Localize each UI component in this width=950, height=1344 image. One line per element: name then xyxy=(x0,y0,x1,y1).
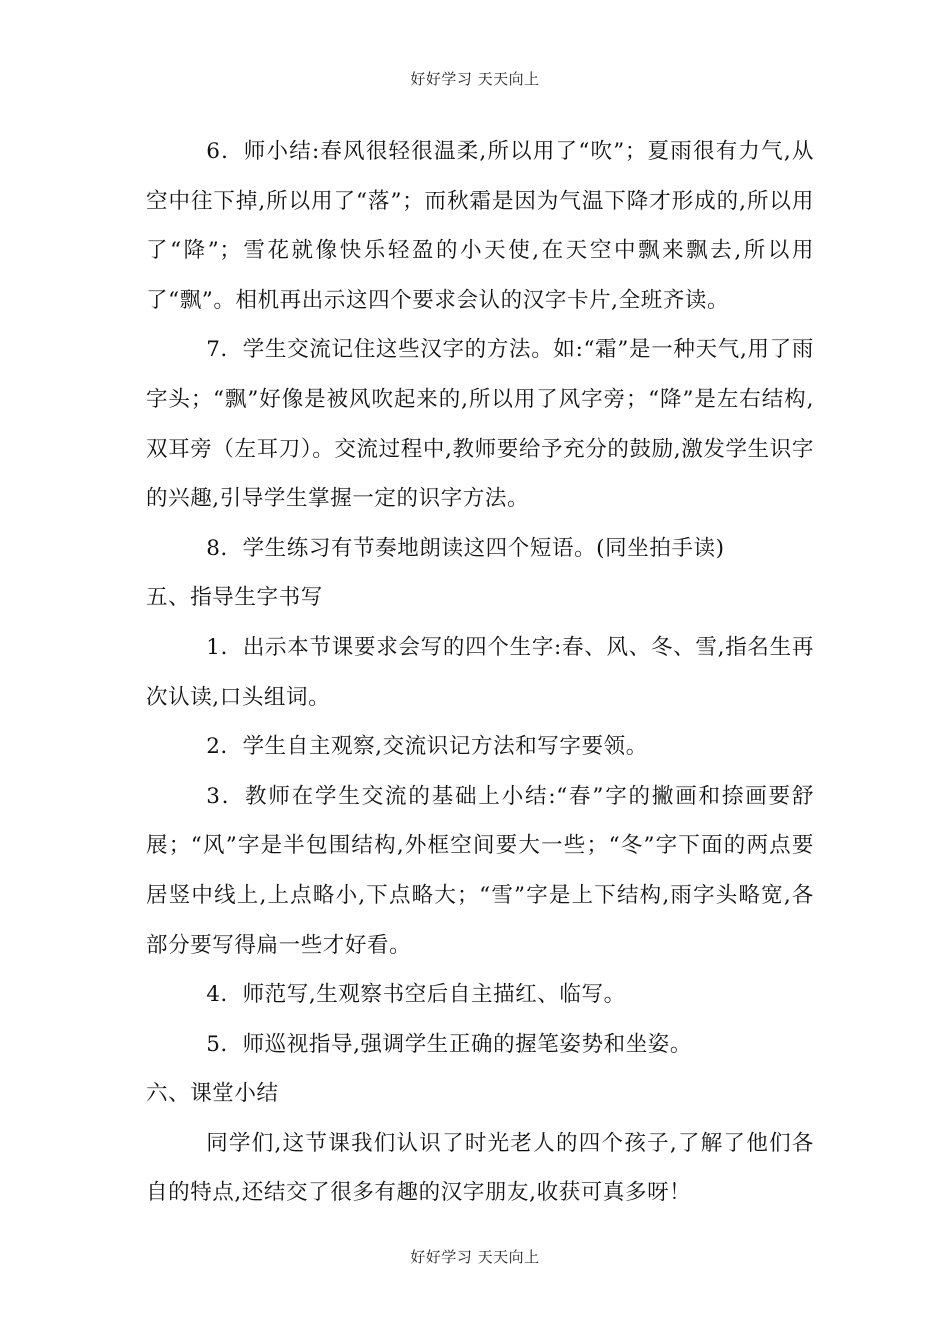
section-heading-5: 五、指导生字书写 xyxy=(146,585,323,611)
section-heading-6: 六、课堂小结 xyxy=(146,1081,279,1107)
paragraph-section6-summary: 同学们,这节课我们认识了时光老人的四个孩子,了解了他们各自的特点,还结交了很多有趣的汉字朋友,收获可真多呀！ xyxy=(146,1130,814,1206)
document-body xyxy=(146,127,814,1218)
paragraph-section5-item-3: 3．教师在学生交流的基础上小结:“春”字的撇画和捺画要舒展；“风”字是半包围结构,外框空间要大一些；“冬”字下面的两点要居竖中线上,上点略小,下点略大；“雪”字是上下结构,雨字头略宽,各部分要写得扁一些才好看。 xyxy=(146,783,814,958)
paragraph-section5-item-2: 2．学生自主观察,交流识记方法和写字要领。 xyxy=(206,734,648,760)
paragraph-step-7: 7．学生交流记住这些汉字的方法。如:“霜”是一种天气,用了雨字头；“飘”好像是被风吹起来的,所以用了风字旁；“降”是左右结构,双耳旁（左耳刀）。交流过程中,教师要给予充分的鼓励,激发学生识字的兴趣,引导学生掌握一定的识字方法。 xyxy=(146,337,814,512)
paragraph-section5-item-1: 1．出示本节课要求会写的四个生字:春、风、冬、雪,指名生再次认读,口头组词。 xyxy=(146,634,814,710)
paragraph-section5-item-5: 5．师巡视指导,强调学生正确的握笔姿势和坐姿。 xyxy=(206,1031,693,1057)
paragraph-step-6: 6．师小结:春风很轻很温柔,所以用了“吹”；夏雨很有力气,从空中往下掉,所以用了“落”；而秋霜是因为气温下降才形成的,所以用了“降”；雪花就像快乐轻盈的小天使,在天空中飘来飘去,所以用了“飘”。相机再出示这四个要求会认的汉字卡片,全班齐读。 xyxy=(146,139,814,313)
page-header: 好好学习 天天向上 xyxy=(410,70,540,88)
paragraph-step-8: 8．学生练习有节奏地朗读这四个短语。(同坐拍手读) xyxy=(206,535,725,561)
page-footer: 好好学习 天天向上 xyxy=(410,1248,540,1266)
paragraph-section5-item-4: 4．师范写,生观察书空后自主描红、临写。 xyxy=(206,982,626,1008)
